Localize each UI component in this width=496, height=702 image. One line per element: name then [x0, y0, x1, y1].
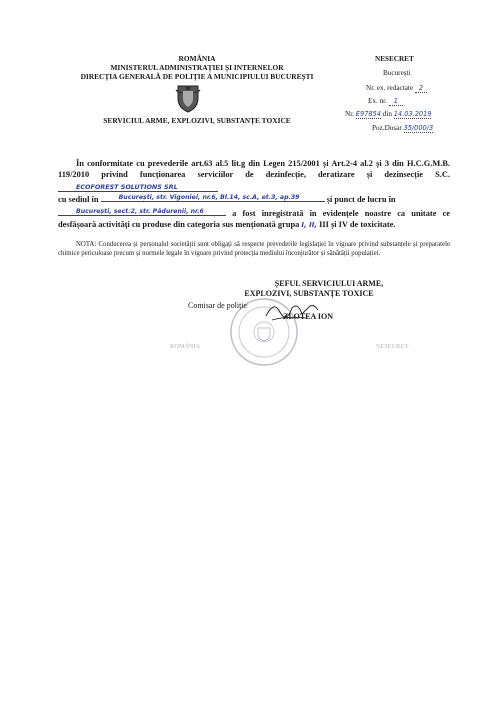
nr-label: Nr. — [345, 110, 354, 118]
nr-value: E97854 — [355, 110, 381, 118]
body-intro: În conformitate cu prevederile art.63 al.5 lit.g din Legen 215/2001 și Art.2-4 al.2 și 3 din H.C.G.M.B. 119/2010 privind funcționarea serviciilor de dezinfecție, deratizare și dezinsecție S.C. — [58, 159, 450, 180]
date-label: din — [382, 110, 392, 118]
classification-label: NESECRET — [375, 55, 414, 63]
header-ministry: MINISTERUL ADMINISTRAȚIEI ȘI INTERNELOR — [110, 63, 284, 72]
dosar-label: Poz.Dosar — [372, 124, 402, 132]
body-toxicity: III și IV de toxicitate. — [319, 220, 396, 230]
signature-rank: Comisar de poliție — [188, 301, 248, 310]
dosar-row — [372, 124, 433, 133]
signature-title-2: EXPLOZIVI, SUBSTANȚE TOXICE — [244, 289, 374, 298]
ex-value: 1 — [389, 97, 403, 106]
punct-value: București, sect.2, str. Pădurenii, nr.6 — [58, 206, 226, 216]
coat-of-arms-icon — [174, 82, 202, 114]
grupa-value: I, II, — [301, 221, 317, 230]
sediu-value: București, str. Vigoniei, nr.6, Bl.14, sc.A, et.3, ap.39 — [101, 192, 325, 202]
ex-row — [368, 97, 403, 106]
ghost-classification-text: NESECRET — [376, 344, 409, 350]
header-service: SERVICIUL ARME, EXPLOZIVI, SUBSTANȚE TOXICE — [103, 116, 291, 125]
copies-value: 2 — [415, 84, 427, 93]
signature-title-1: ȘEFUL SERVICIULUI ARME, — [274, 279, 384, 288]
copies-label: Nr. ex. redactate — [366, 84, 414, 92]
company-value: ECOFOREST SOLUTIONS SRL — [58, 182, 218, 192]
nr-row — [345, 110, 431, 119]
copies-row — [366, 84, 427, 93]
body-paragraph — [58, 158, 450, 231]
signature-name: ZLOTEA ION — [282, 312, 333, 321]
header-directorate: DIRECȚIA GENERALĂ DE POLIȚIE A MUNICIPIULUI BUCUREȘTI — [80, 72, 314, 81]
header-country: ROMÂNIA — [178, 54, 216, 63]
body-registered: a fost înregistrată în evidențele noastre ca unitate ce desfășoară activități cu produse din categoria sus menționată grupa — [58, 208, 451, 230]
date-value: 14.03.2019 — [393, 110, 432, 118]
punct-label: și punct de lucru în — [326, 195, 396, 205]
dosar-value: 35/000/3 — [403, 124, 434, 132]
ghost-country-text: ROMÂNIA — [170, 344, 200, 350]
sediu-label: cu sediul în — [58, 195, 99, 205]
ex-label: Ex. nr. — [368, 97, 387, 105]
nota-text: NOTA: Conducerea și personalul societății sunt obligați să respecte prevederile legislației în vigoare privind substanțele și preparatele chimice periculoase precum și normele legale în vigoare privind protecția mediului înconjurător și sănătății populației. — [58, 241, 450, 257]
city-label: București — [383, 69, 411, 77]
